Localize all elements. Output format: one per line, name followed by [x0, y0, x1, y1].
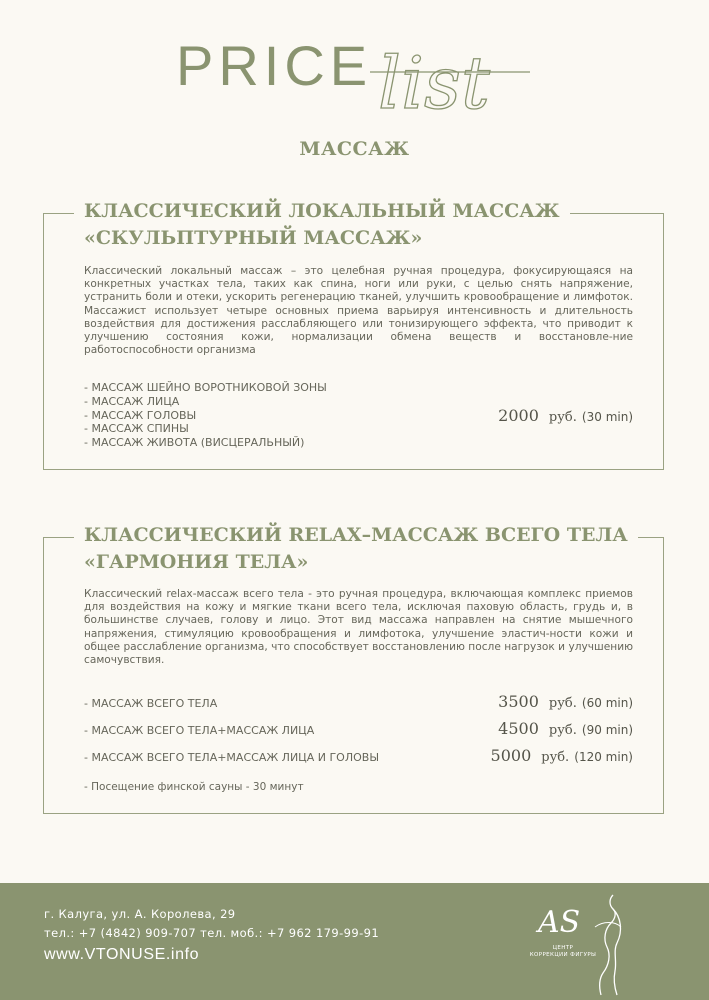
price-duration: (90 min)	[581, 723, 633, 737]
logo-caption-line-1: ЦЕНТР	[552, 945, 574, 951]
logo-monogram: AS	[538, 905, 581, 940]
address: г. Калуга, ул. А. Королева, 29	[44, 907, 236, 921]
card-title	[74, 198, 570, 252]
service-row-label: - МАССАЖ ВСЕГО ТЕЛА+МАССАЖ ЛИЦА И ГОЛОВЫ	[84, 751, 380, 764]
card-title-line-1: КЛАССИЧЕСКИЙ ЛОКАЛЬНЫЙ МАССАЖ	[84, 200, 560, 222]
card-description: Классический relax-массаж всего тела - это ручная процедура, включающая комплекс приемов для воздействия на кожу и мягкие ткани всего тела, исключая паховую область, грудь и, в большинстве случаев, голову и лицо. Этот вид массажа направлен на снятие мышечного напряжения, стимуляцию кровообращения и лимфотока, улучшение эластич-ности кожи и общее расслабление организма, что способствует восстановлению после нагрузок и улучшению самочувствия.	[84, 588, 633, 667]
price-unit: руб.	[548, 696, 577, 711]
service-item: - МАССАЖ ЖИВОТА (ВИСЦЕРАЛЬНЫЙ)	[84, 436, 305, 450]
card-description: Классический локальный массаж – это целебная ручная процедура, фокусирующаяся на конкретных участках тела, таких как спина, ноги или руки, с целью снять напряжение, устранить боли и отеки, ускорить регенерацию тканей, улучшить кровообращение и лимфоток. Массажист использует четыре основных приема варьируя интенсивность и длительность воздействия для достижения расслабляющего или тонизирующего эффекта, что приводит к улучшению состояния кожи, нормализации обмена веществ и восстановле-ние работоспособности организма	[84, 265, 633, 357]
card-title	[74, 522, 638, 576]
price-title: PRICE	[176, 34, 373, 97]
list-script-heading	[360, 38, 535, 128]
website-link[interactable]: www.VTONUSE.info	[44, 946, 200, 963]
service-row-label: - МАССАЖ ВСЕГО ТЕЛА	[84, 697, 218, 710]
price-tag	[498, 406, 633, 425]
card-title-line-1: КЛАССИЧЕСКИЙ RELAX–МАССАЖ ВСЕГО ТЕЛА	[84, 524, 628, 546]
price-unit: руб.	[541, 750, 570, 765]
card-title-line-2: «СКУЛЬПТУРНЫЙ МАССАЖ»	[84, 227, 423, 249]
service-row-label: - МАССАЖ ВСЕГО ТЕЛА+МАССАЖ ЛИЦА	[84, 724, 315, 737]
price-duration: (60 min)	[581, 696, 633, 710]
logo-caption-line-2: КОРРЕКЦИИ ФИГУРЫ	[529, 952, 597, 958]
card-title-line-2: «ГАРМОНИЯ ТЕЛА»	[84, 551, 309, 573]
price-amount: 4500	[498, 719, 539, 738]
service-item: - МАССАЖ СПИНЫ	[84, 422, 189, 436]
price-unit: руб.	[548, 410, 577, 425]
section-title: МАССАЖ	[299, 138, 410, 160]
service-item: - МАССАЖ ЛИЦА	[84, 394, 180, 408]
price-tag	[498, 719, 633, 738]
service-item: - МАССАЖ ГОЛОВЫ	[84, 408, 197, 422]
footer	[0, 883, 709, 1000]
service-item: - МАССАЖ ШЕЙНО ВОРОТНИКОВОЙ ЗОНЫ	[84, 381, 327, 394]
sauna-note: - Посещение финской сауны - 30 минут	[84, 781, 304, 793]
service-card-local-massage	[43, 200, 664, 470]
price-duration: (30 min)	[581, 410, 633, 424]
svg-text:list: list	[378, 41, 490, 125]
service-list	[84, 381, 327, 450]
price-amount: 3500	[498, 692, 539, 711]
figure-silhouette-logo	[525, 887, 635, 997]
service-card-relax-massage	[43, 524, 664, 814]
price-duration: (120 min)	[574, 750, 633, 764]
price-unit: руб.	[548, 723, 577, 738]
phone-numbers[interactable]: тел.: +7 (4842) 909-707 тел. моб.: +7 962 179-99-91	[44, 926, 380, 940]
price-tag	[491, 746, 633, 765]
logo-caption	[528, 945, 598, 959]
price-amount: 5000	[490, 746, 532, 765]
price-amount: 2000	[498, 406, 539, 425]
price-tag	[498, 692, 633, 711]
